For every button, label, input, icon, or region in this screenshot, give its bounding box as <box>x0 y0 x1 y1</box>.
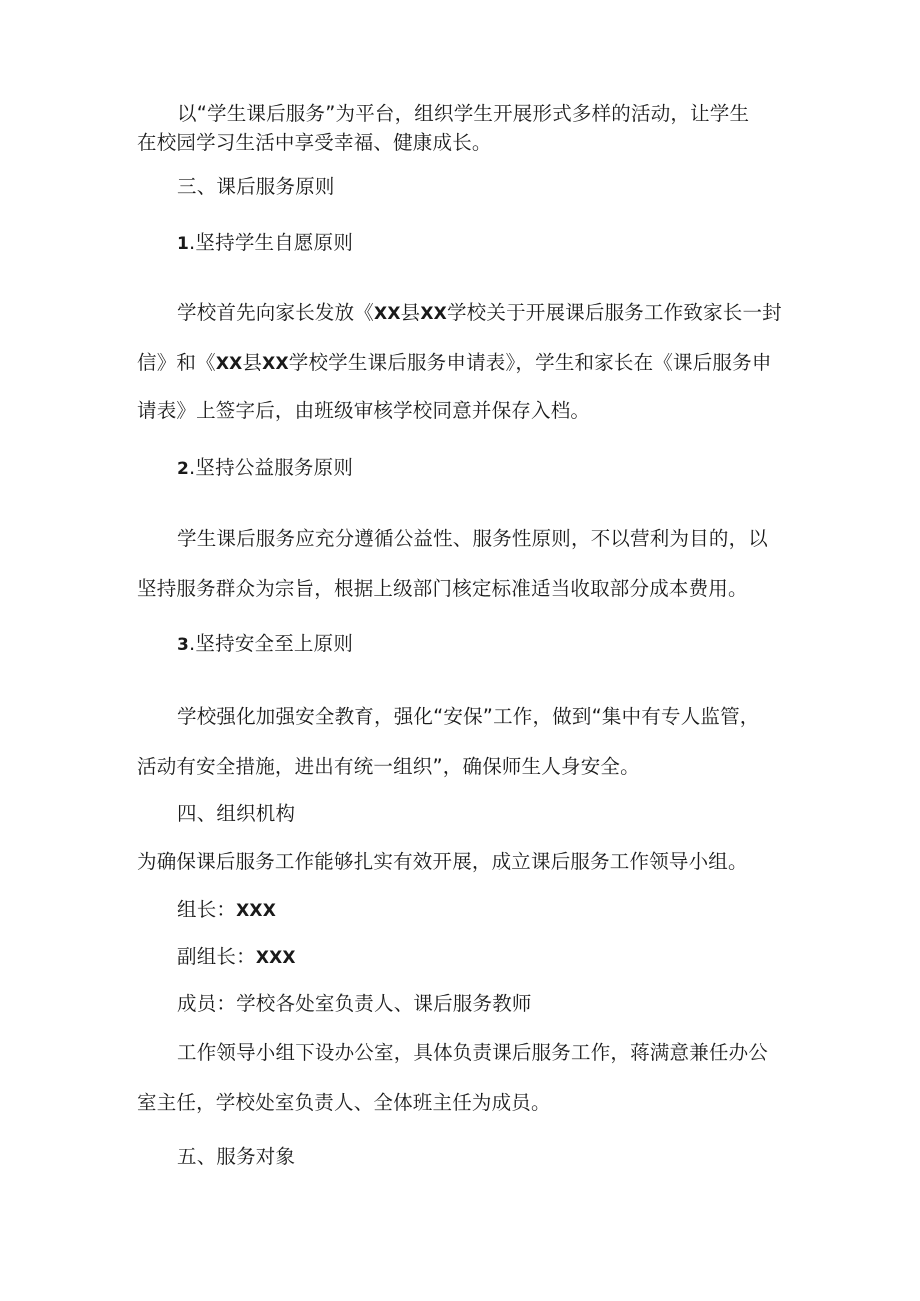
principle-2-heading <box>177 456 353 481</box>
office-paragraph-line-2: 室主任，学校处室负责人、全体班主任为成员。 <box>137 1091 551 1114</box>
leader-line <box>177 898 276 923</box>
intro-line-1: 以“学生课后服务”为平台，组织学生开展形式多样的活动，让学生 <box>177 102 750 125</box>
text-segment: 学校首先向家长发放《 <box>177 301 375 324</box>
leader-value: XXX <box>236 901 277 921</box>
principle-2-paragraph-line-2: 坚持服务群众为宗旨，根据上级部门核定标准适当收取部分成本费用。 <box>137 577 748 600</box>
text-segment: 学校学生课后服务申请表》，学生和家长在《课后服务申 <box>288 351 772 374</box>
members-line: 成员：学校各处室负责人、课后服务教师 <box>177 992 532 1015</box>
deputy-label: 副组长： <box>177 945 256 968</box>
deputy-value: XXX <box>255 948 296 968</box>
placeholder-code: XX <box>215 354 243 374</box>
leader-label: 组长： <box>177 898 237 921</box>
text-segment: 县 <box>242 351 263 374</box>
section-3-heading: 三、课后服务原则 <box>177 175 335 198</box>
principle-3-paragraph-line-2: 活动有安全措施，进出有统一组织”，确保师生人身安全。 <box>137 755 640 778</box>
principle-3-paragraph-line-1: 学校强化加强安全教育，强化“安保”工作，做到“集中有专人监管， <box>177 705 760 728</box>
principle-2-paragraph-line-1: 学生课后服务应充分遵循公益性、服务性原则，不以营利为目的，以 <box>177 527 769 550</box>
placeholder-code: XX <box>262 354 289 374</box>
placeholder-code: XX <box>420 304 447 324</box>
deputy-leader-line <box>177 945 296 970</box>
principle-3-title: .坚持安全至上原则 <box>189 632 354 655</box>
text-segment: 信》和《 <box>137 351 216 374</box>
principle-1-paragraph-line-2 <box>137 351 772 376</box>
principle-1-paragraph-line-1 <box>177 301 782 326</box>
placeholder-code: XX <box>374 304 401 324</box>
principle-1-title: .坚持学生自愿原则 <box>189 231 354 254</box>
text-segment: 县 <box>400 301 421 324</box>
office-paragraph-line-1: 工作领导小组下设办公室，具体负责课后服务工作，蒋满意兼任办公 <box>177 1041 769 1064</box>
principle-3-number: 3 <box>177 635 190 655</box>
principle-1-heading <box>177 231 353 256</box>
section-4-paragraph: 为确保课后服务工作能够扎实有效开展，成立课后服务工作领导小组。 <box>137 850 748 873</box>
intro-line-2: 在校园学习生活中享受幸福、健康成长。 <box>137 131 492 154</box>
principle-3-heading <box>177 632 353 657</box>
principle-2-title: .坚持公益服务原则 <box>189 456 354 479</box>
text-segment: 学校关于开展课后服务工作致家长一封 <box>446 301 782 324</box>
principle-1-paragraph-line-3: 请表》上签字后，由班级审核学校同意并保存入档。 <box>137 399 591 422</box>
principle-1-number: 1 <box>177 234 190 254</box>
section-5-heading: 五、服务对象 <box>177 1145 296 1168</box>
principle-2-number: 2 <box>177 459 190 479</box>
section-4-heading: 四、组织机构 <box>177 802 296 825</box>
